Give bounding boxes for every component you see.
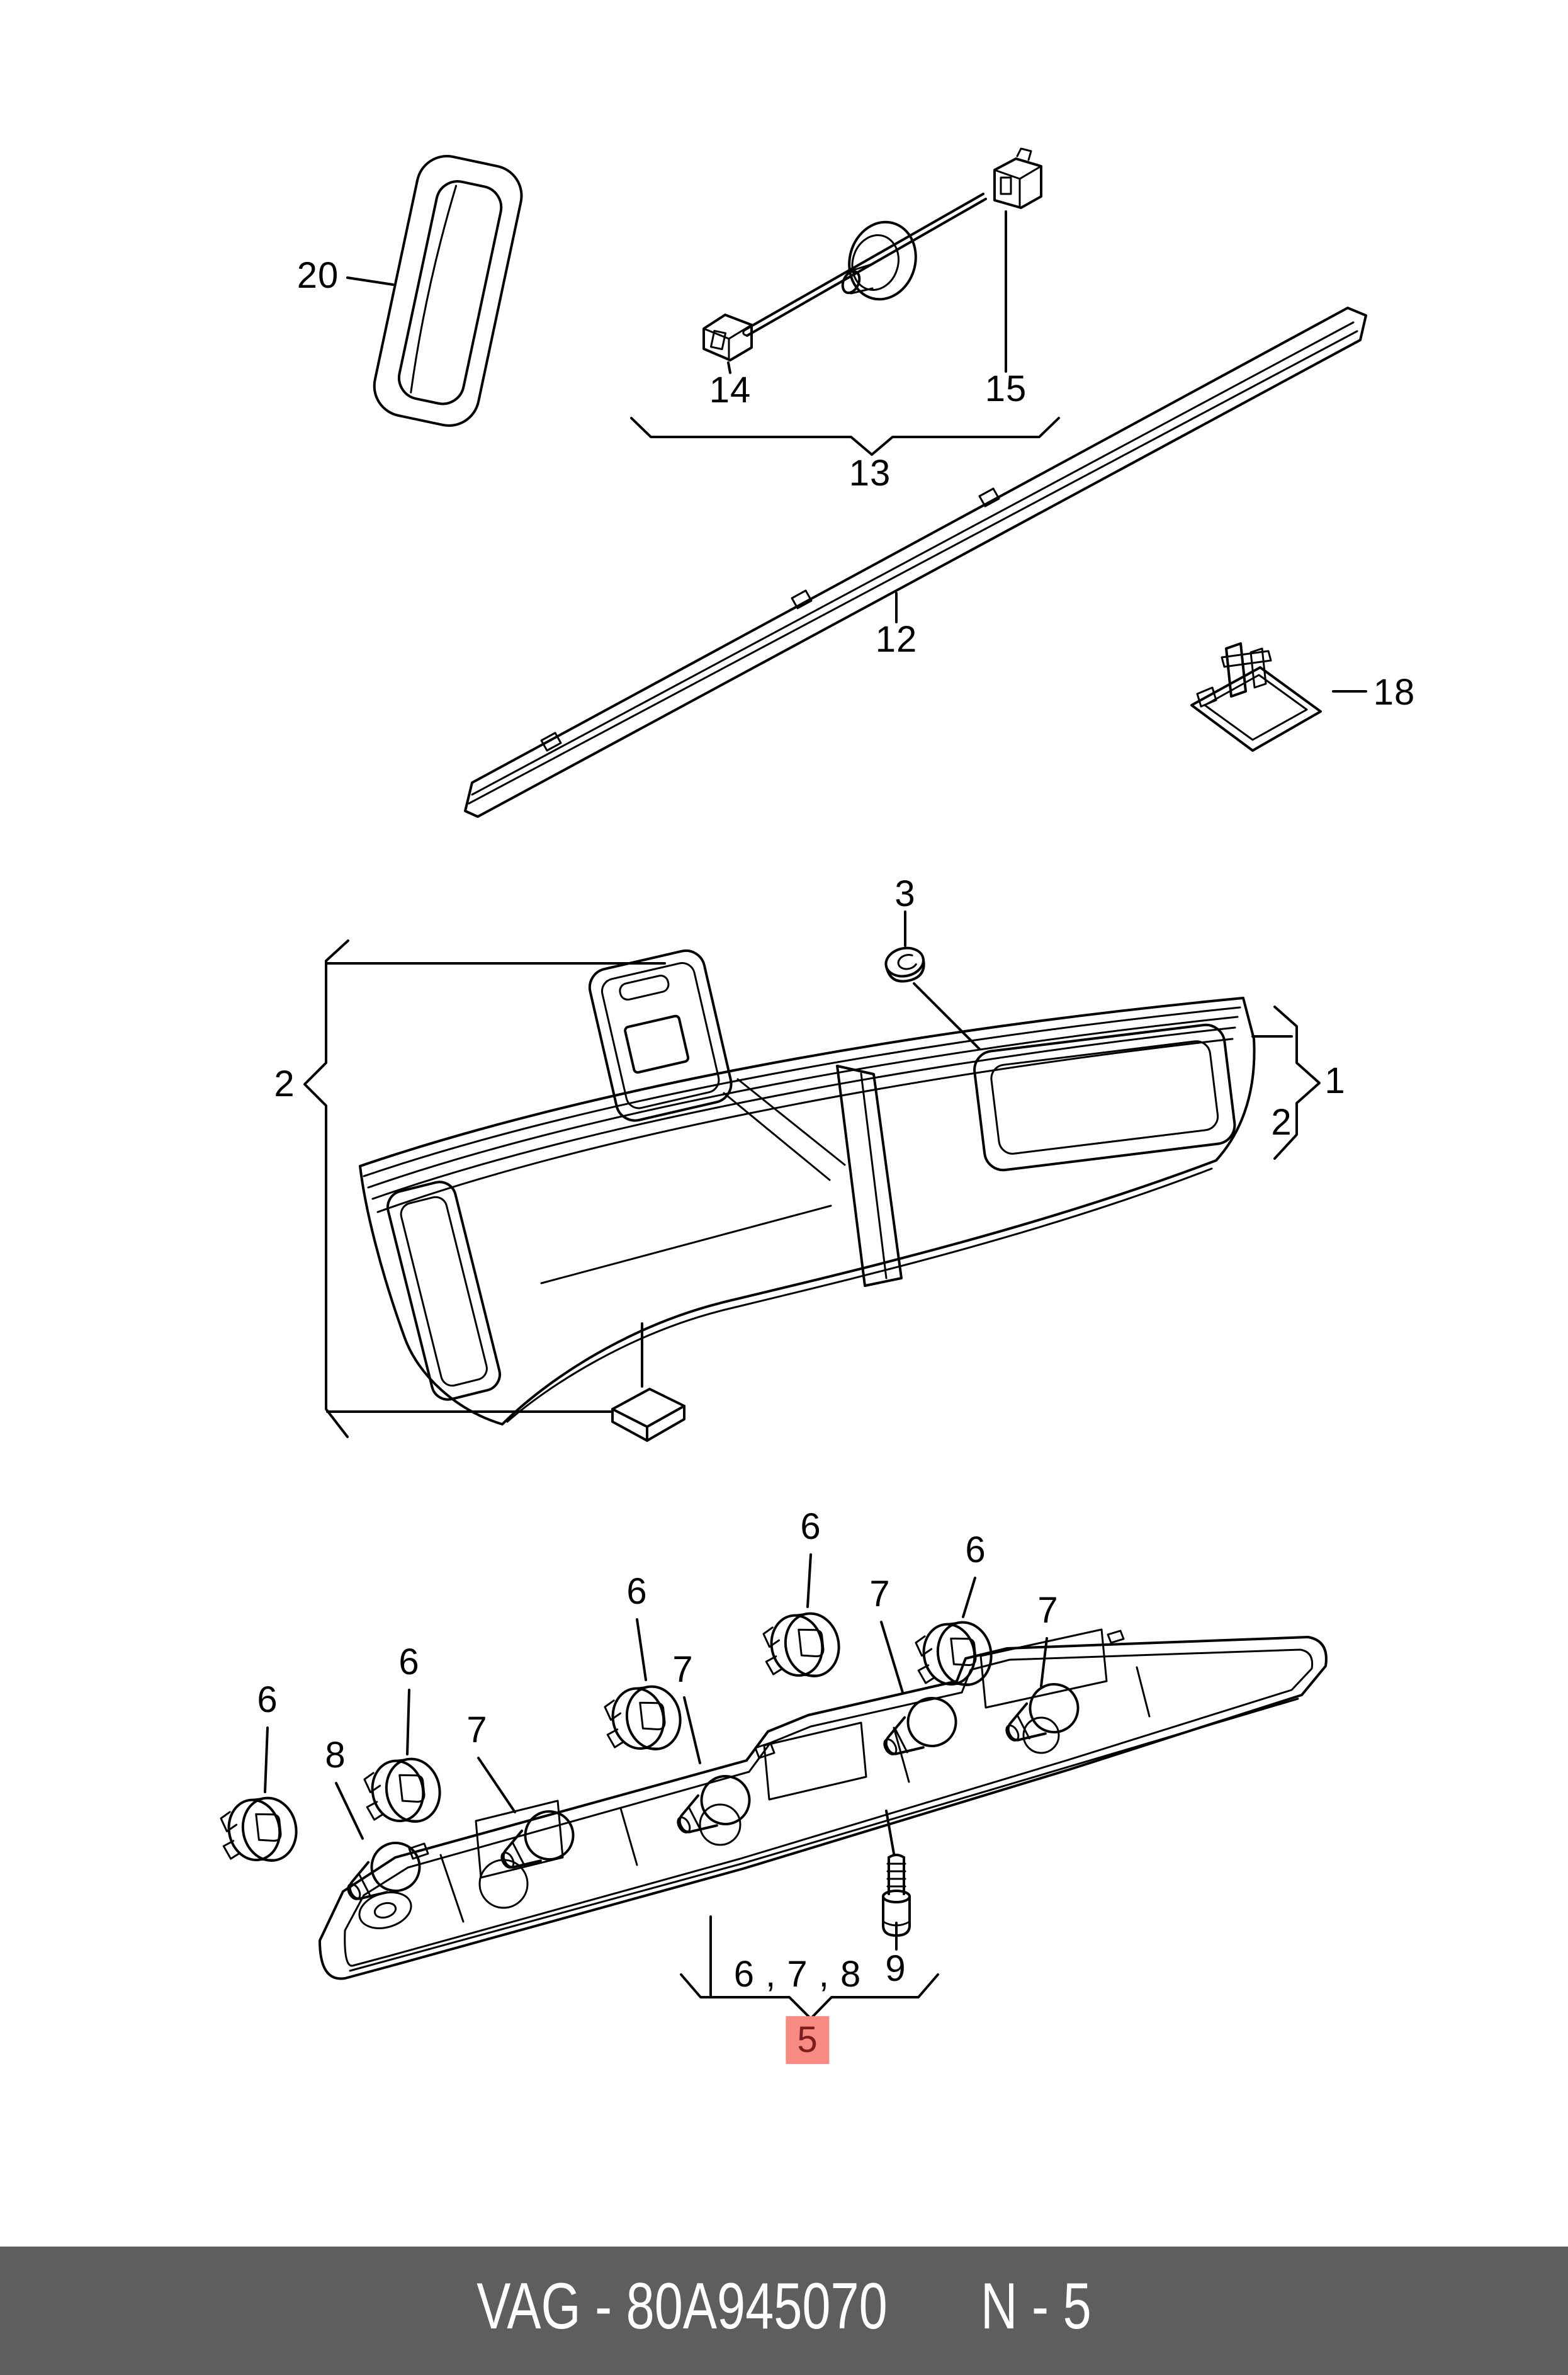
plate-light-part18 — [1192, 643, 1321, 751]
tail-light-part1 — [360, 998, 1255, 1424]
adhesive-pad — [612, 1389, 684, 1441]
footer-page-ref: N - 5 — [980, 2270, 1091, 2343]
footer-catalog-code: VAG - 80A945070 — [477, 2270, 888, 2343]
part-callout-6-3: 6 — [626, 1571, 648, 1613]
bracket-2-left — [305, 941, 348, 1437]
footer-bar — [0, 2247, 1568, 2375]
part-callout-13: 13 — [849, 453, 891, 494]
wiring-harness-part13 — [704, 149, 1041, 360]
part-callout-3: 3 — [894, 873, 916, 915]
part-callout-9: 9 — [885, 1948, 906, 1990]
trim-panel-part20 — [369, 150, 527, 431]
bracket-13 — [631, 418, 1059, 455]
part-callout-5: 5 — [786, 2016, 829, 2064]
part-callout-12: 12 — [875, 619, 918, 660]
part-callout-6-1: 6 — [257, 1679, 278, 1721]
part-callout-8: 8 — [325, 1735, 346, 1776]
part-callout-2-right: 2 — [1271, 1102, 1292, 1143]
part-callout-14: 14 — [709, 370, 752, 411]
part-callout-18: 18 — [1373, 672, 1416, 713]
rear-panel-light-part5 — [320, 1630, 1326, 1979]
part-callout-6-4: 6 — [800, 1506, 821, 1548]
part-callout-6-2: 6 — [398, 1641, 420, 1683]
part-callout-1: 1 — [1324, 1060, 1346, 1102]
part-callout-20: 20 — [296, 255, 339, 297]
part-callout-6-5: 6 — [965, 1529, 986, 1571]
part-callout-7-2: 7 — [672, 1649, 694, 1691]
part-callout-7-4: 7 — [1037, 1590, 1059, 1631]
leader-20 — [347, 278, 393, 285]
leader-3-to-lamp — [914, 983, 979, 1049]
part-callout-15: 15 — [984, 368, 1027, 410]
leaders-bottom — [265, 1555, 1047, 1949]
part-callout-7-1: 7 — [466, 1709, 488, 1751]
light-strip-part12 — [465, 308, 1366, 817]
part-callout-6-7-8: 6 , 7 , 8 — [733, 1954, 862, 1995]
nut-part3 — [883, 944, 927, 984]
part-callout-7-3: 7 — [869, 1573, 891, 1615]
part-callout-2-left: 2 — [274, 1063, 295, 1105]
footer-text — [172, 2269, 1396, 2344]
